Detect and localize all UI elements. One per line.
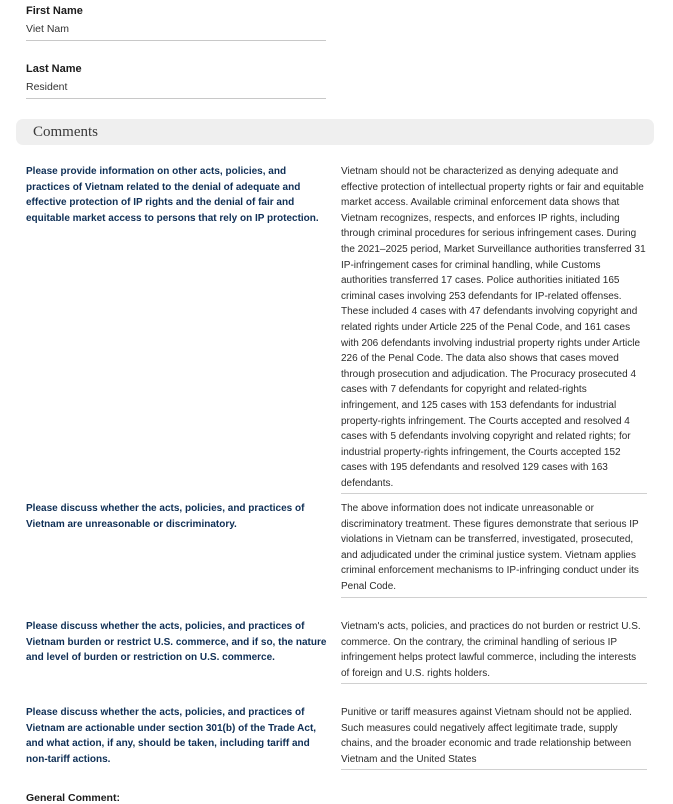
answer-3: Vietnam's acts, policies, and practices do not burden or restrict U.S. commerce. On the contrary, the criminal handling of serious IP infringement helps protect lawful commerce, including the interests of foreign and U.S. rights holders. (341, 619, 647, 684)
general-comment-label: General Comment: (26, 792, 120, 804)
first-name-value: Viet Nam (26, 22, 326, 41)
answer-2: The above information does not indicate unreasonable or discriminatory treatment. These figures demonstrate that serious IP violations in Vietnam can be transferred, investigated, prosecuted, and adjudicated under the criminal justice system. Vietnam applies criminal enforcement mechanisms to IP-infringing conduct under its Penal Code. (341, 501, 647, 598)
question-2: Please discuss whether the acts, policies, and practices of Vietnam are unreasonable or discriminatory. (26, 503, 305, 530)
question-1: Please provide information on other acts, policies, and practices of Vietnam related to the denial of adequate and effective protection of IP rights and the denial of fair and equitable market access to persons that rely on IP protection. (26, 166, 319, 224)
comments-header-title: Comments (33, 124, 99, 140)
last-name-value: Resident (26, 80, 326, 99)
answer-1: Vietnam should not be characterized as denying adequate and effective protection of intellectual property rights or fair and equitable market access. Available criminal enforcement data shows that Vietnam recognizes, respects, and enforces IP rights, including through criminal procedures for serious infringement cases. During the 2021–2025 period, Market Surveillance authorities transferred 31 IP-infringement cases for criminal handling, while Customs authorities transferred 17 cases. Police authorities initiated 165 criminal cases involving 253 defendants for IP-related offenses. These included 4 cases with 47 defendants involving copyright and related rights under Article 225 of the Penal Code, and 161 cases with 206 defendants involving industrial property rights under Article 226 of the Penal Code. The data also shows that cases moved through prosecution and adjudication. The Procuracy prosecuted 4 cases with 7 defendants for copyright and related-rights infringement, and 125 cases with 153 defendants for industrial property-rights infringement. The Courts accepted and resolved 4 cases with 5 defendants involving copyright and related rights; for industrial property-rights infringement, the Courts accepted 152 cases with 195 defendants and resolved 129 cases with 163 defendants. (341, 164, 647, 494)
last-name-field (26, 62, 326, 99)
first-name-field (26, 4, 326, 41)
answer-4: Punitive or tariff measures against Vietnam should not be applied. Such measures could negatively affect legitimate trade, supply chains, and the broader economic and trade relationship between Vietnam and the United States (341, 705, 647, 770)
first-name-label: First Name (26, 5, 83, 17)
question-3: Please discuss whether the acts, policies, and practices of Vietnam burden or restrict U.S. commerce, and if so, the nature and level of burden or restriction on U.S. commerce. (26, 621, 327, 664)
comments-section-header (16, 119, 654, 145)
question-4: Please discuss whether the acts, policies, and practices of Vietnam are actionable under section 301(b) of the Trade Act, and what action, if any, should be taken, including tariff and non-tariff actions. (26, 707, 317, 765)
last-name-label: Last Name (26, 63, 82, 75)
